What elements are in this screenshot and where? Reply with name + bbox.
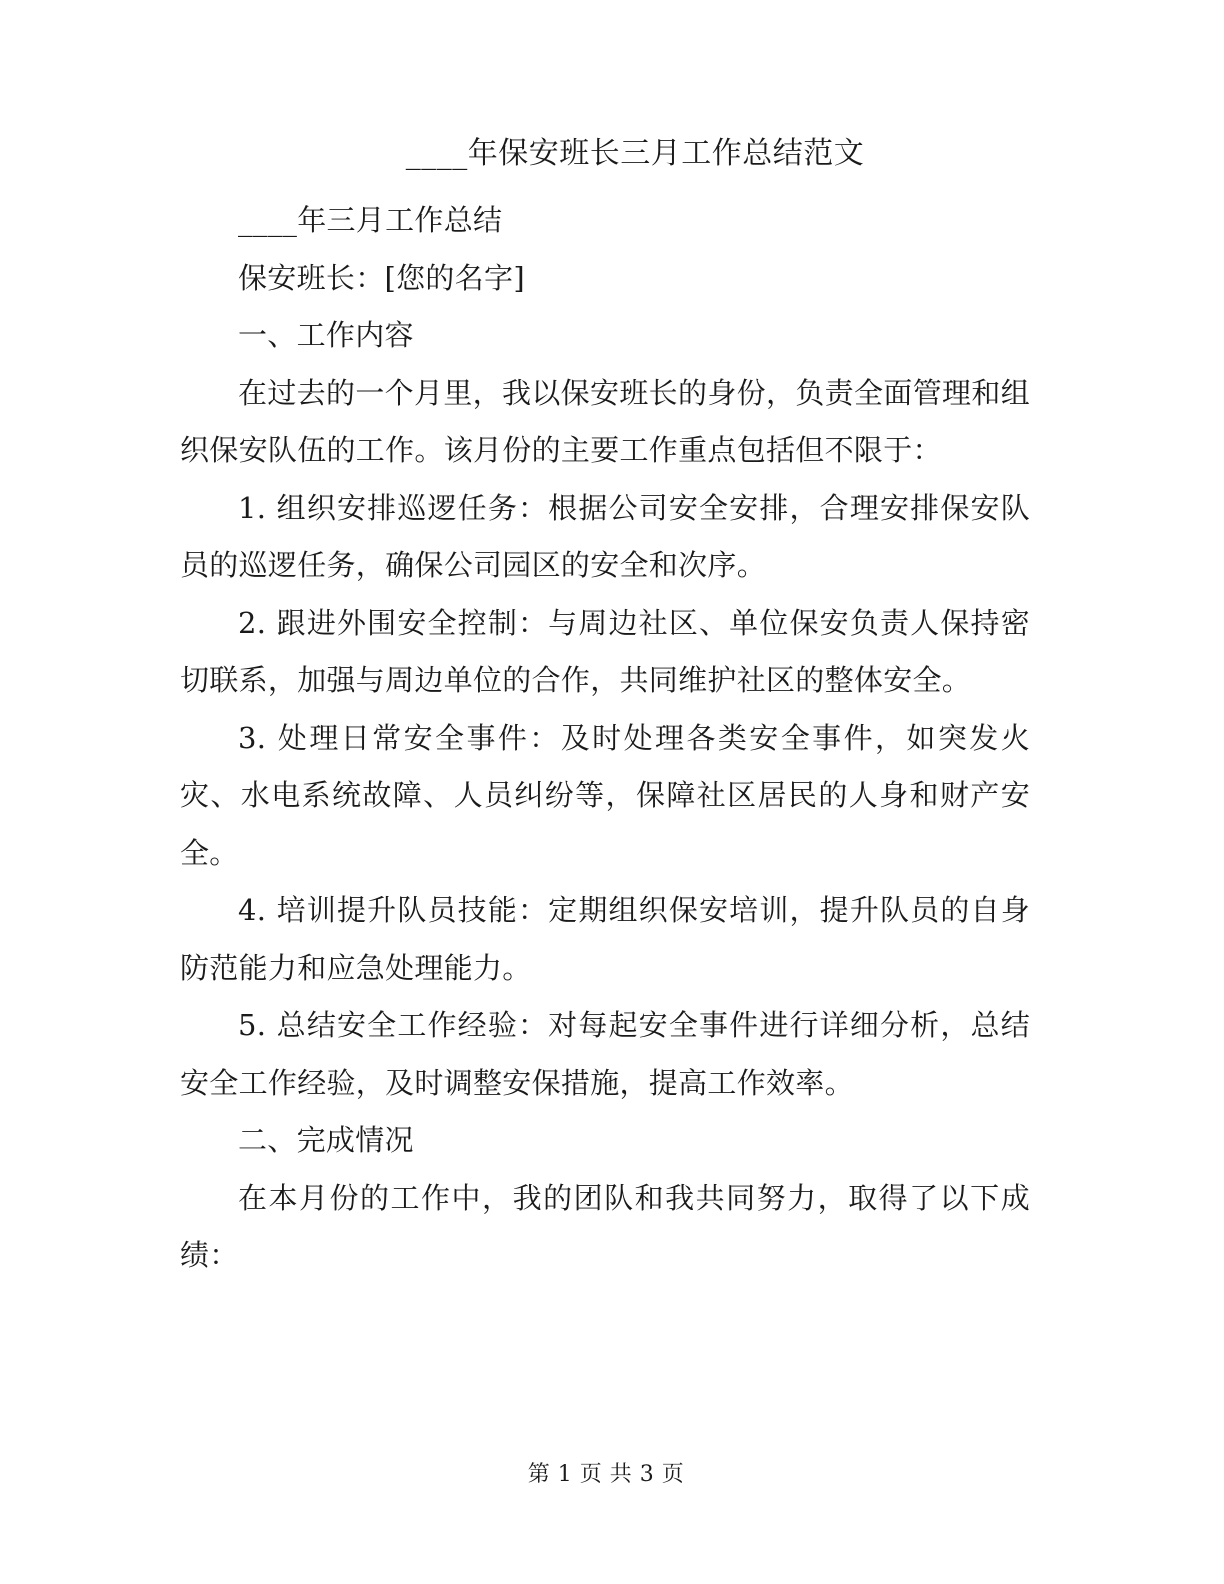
page-footer: 第 1 页 共 3 页 [527,1462,685,1487]
section-heading-completion: 二、完成情况 [238,1123,414,1157]
document-title: ____年保安班长三月工作总结范文 [405,136,865,171]
paragraph-completion: 在本月份的工作中，我的团队和我共同努力，取得了以下成绩： [180,1180,1030,1272]
paragraph-summary-heading: ____年三月工作总结 [238,203,503,237]
list-item-5: 5. 总结安全工作经验：对每起安全事件进行详细分析，总结安全工作经验，及时调整安保措施，提高工作效率。 [180,1008,1030,1100]
document-body [180,192,1030,1285]
list-item-3: 3. 处理日常安全事件：及时处理各类安全事件，如突发火灾、水电系统故障、人员纠纷等，保障社区居民的人身和财产安全。 [180,720,1030,870]
list-item-2: 2. 跟进外围安全控制：与周边社区、单位保安负责人保持密切联系，加强与周边单位的合作，共同维护社区的整体安全。 [180,605,1030,697]
list-item-4: 4. 培训提升队员技能：定期组织保安培训，提升队员的自身防范能力和应急处理能力。 [180,893,1030,985]
paragraph-author: 保安班长：[您的名字] [238,260,525,295]
paragraph-intro: 在过去的一个月里，我以保安班长的身份，负责全面管理和组织保安队伍的工作。该月份的主要工作重点包括但不限于： [180,375,1030,467]
list-item-1: 1. 组织安排巡逻任务：根据公司安全安排，合理安排保安队员的巡逻任务，确保公司园区的安全和次序。 [180,490,1030,582]
section-heading-work-content: 一、工作内容 [238,318,414,352]
